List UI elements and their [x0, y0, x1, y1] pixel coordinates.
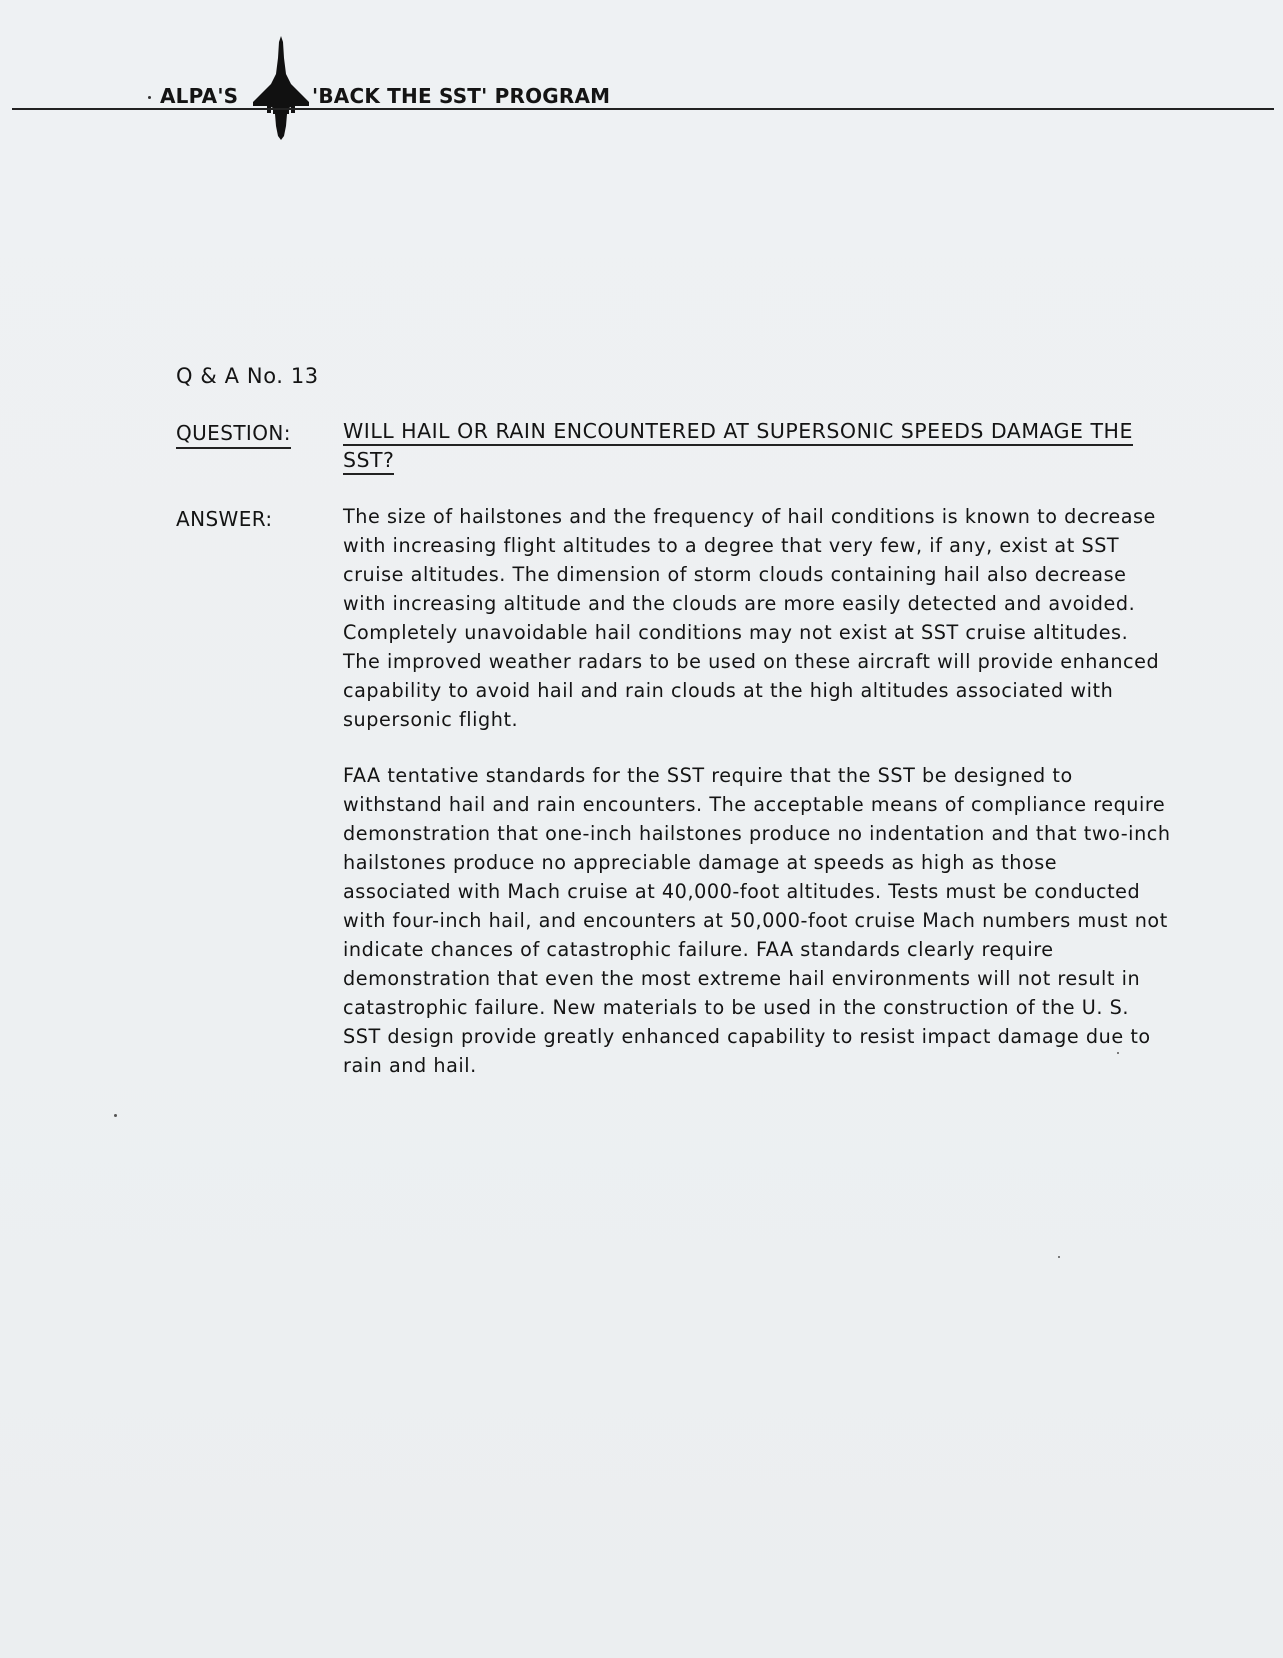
question-label: QUESTION:	[176, 420, 291, 449]
scan-speck	[1058, 1256, 1060, 1258]
answer-label: ANSWER:	[176, 507, 273, 531]
letterhead-left-text: ALPA'S	[160, 84, 239, 108]
answer-body	[343, 502, 1171, 1107]
qa-number: Q & A No. 13	[176, 364, 319, 388]
print-speck	[148, 96, 151, 99]
scan-speck	[114, 1114, 117, 1117]
scan-speck	[1117, 1052, 1119, 1054]
sst-aircraft-icon	[253, 36, 309, 140]
letterhead-right-text: 'BACK THE SST' PROGRAM	[312, 84, 611, 108]
letterhead-rule	[12, 108, 1274, 110]
question-text-content: WILL HAIL OR RAIN ENCOUNTERED AT SUPERSONIC SPEEDS DAMAGE THE SST?	[343, 419, 1133, 475]
answer-paragraph: The size of hailstones and the frequency of hail conditions is known to decrease with increasing flight altitudes to a degree that very few, if any, exist at SST cruise altitudes. The dimension of storm clouds containing hail also decrease with increasing altitude and the clouds are more easily detected and avoided. Completely unavoidable hail conditions may not exist at SST cruise altitudes. The improved weather radars to be used on these aircraft will provide enhanced capability to avoid hail and rain clouds at the high altitudes associated with supersonic flight.	[343, 505, 1160, 731]
question-text	[343, 417, 1143, 475]
answer-paragraph: FAA tentative standards for the SST require that the SST be designed to withstand hail and rain encounters. The acceptable means of compliance require demonstration that one-inch hailstones produce no indentation and that two-inch hailstones produce no appreciable damage at speeds as high as those associated with Mach cruise at 40,000-foot altitudes. Tests must be conducted with four-inch hail, and encounters at 50,000-foot cruise Mach numbers must not indicate chances of catastrophic failure. FAA standards clearly require demonstration that even the most extreme hail environments will not result in catastrophic failure. New materials to be used in the construction of the U. S. SST design provide greatly enhanced capability to resist impact damage due to rain and hail.	[343, 764, 1171, 1077]
